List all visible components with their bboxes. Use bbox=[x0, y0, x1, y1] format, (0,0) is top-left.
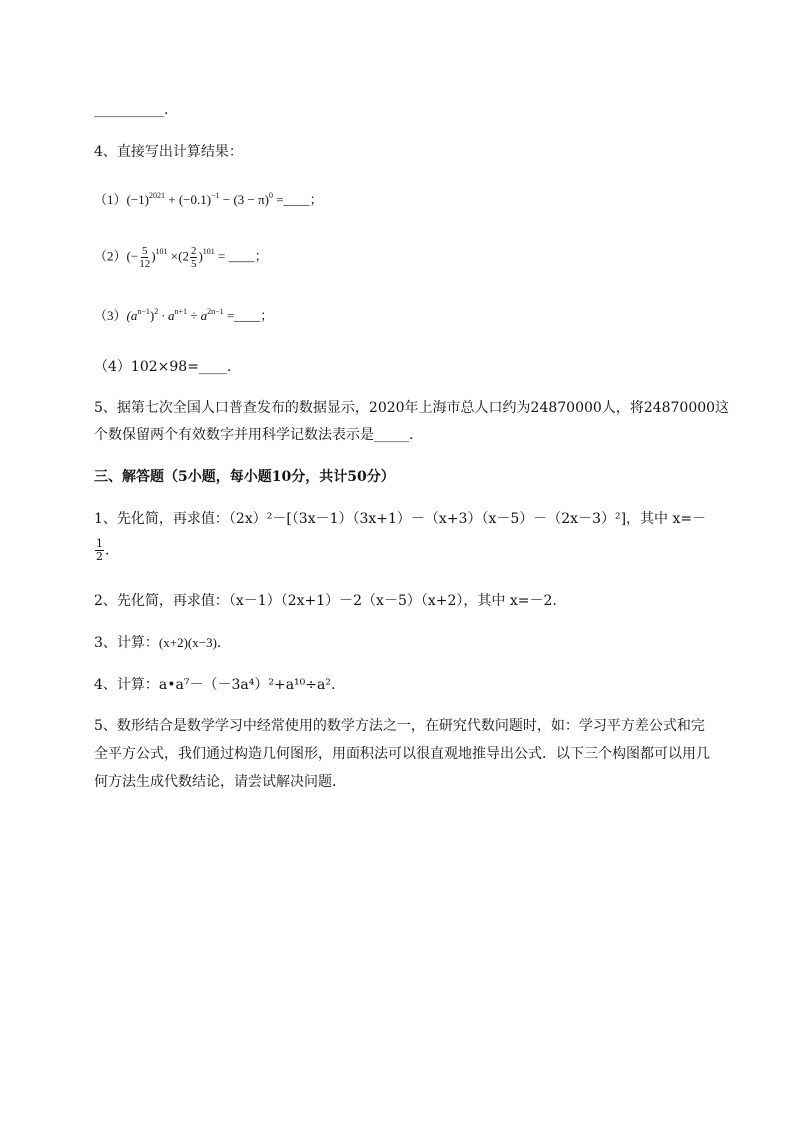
answer-blank: = ____； bbox=[214, 248, 268, 264]
fraction-numerator: 1 bbox=[96, 537, 103, 550]
fraction-denominator: 12 bbox=[139, 258, 151, 270]
question-4-part-3 bbox=[94, 306, 273, 328]
question-4-part-1 bbox=[94, 190, 323, 212]
punctuation: . bbox=[216, 635, 222, 651]
fraction-denominator: 2 bbox=[96, 550, 103, 563]
exponent: 101 bbox=[155, 247, 168, 257]
math-term: ÷ a bbox=[186, 308, 208, 323]
fraction-numerator: 5 bbox=[141, 245, 148, 257]
solve-question-5-line-2: 全平方公式，我们通过构造几何图形，用面积法可以很直观地推导出公式．以下三个构图都可以用几 bbox=[94, 746, 710, 762]
math-term: + (−0.1) bbox=[165, 192, 212, 207]
exponent: n+1 bbox=[174, 307, 187, 316]
solve-question-5-line-3: 何方法生成代数结论，请尝试解决问题． bbox=[94, 774, 346, 790]
solve-question-2: 2、先化简，再求值：（x－1）（2x+1）－2（x－5）（x+2），其中 x=－2. bbox=[94, 593, 557, 609]
math-term: ) bbox=[149, 308, 155, 323]
math-term: ) bbox=[151, 248, 156, 264]
part-label: （4） bbox=[94, 359, 131, 375]
question-5-line-1: 5、据第七次全国人口普查发布的数据显示，2020年上海市总人口约为24870000人，将24870000这 bbox=[94, 400, 730, 416]
question-4-part-4 bbox=[94, 357, 231, 377]
math-term: · a bbox=[158, 308, 175, 323]
punctuation: . bbox=[105, 542, 110, 559]
question-prefix: 4、计算： bbox=[94, 677, 159, 693]
part-label: （1） bbox=[94, 192, 127, 207]
math-term: ) bbox=[198, 248, 203, 264]
solve-question-4 bbox=[94, 675, 335, 695]
question-5-line-2: 个数保留两个有效数字并用科学记数法表示是_____. bbox=[94, 427, 414, 443]
solve-question-1-line-1: 1、先化简，再求值：（2x）²－[（3x－1）（3x+1）－（x+3）（x－5）－（2x－3）²]，其中 x=－ bbox=[94, 511, 707, 527]
math-expression: a•a⁷－（－3a⁴）²+a¹⁰÷a². bbox=[158, 677, 336, 693]
math-term: (a bbox=[126, 308, 138, 323]
part-label: （3） bbox=[94, 308, 127, 323]
question-4-title: 4、直接写出计算结果： bbox=[94, 144, 243, 160]
fraction bbox=[139, 245, 150, 270]
math-term: (− bbox=[126, 248, 139, 264]
exponent: 2021 bbox=[149, 191, 166, 200]
exponent: 101 bbox=[202, 247, 215, 257]
exponent: 0 bbox=[269, 191, 273, 200]
question-prefix: 3、计算： bbox=[94, 635, 159, 651]
math-expression: (x+2)(x−3) bbox=[158, 635, 217, 650]
fraction bbox=[95, 538, 104, 563]
exponent: n−1 bbox=[137, 307, 150, 316]
exponent: 2n−1 bbox=[207, 307, 224, 316]
exponent: −1 bbox=[211, 191, 220, 200]
math-term: ×(2 bbox=[167, 248, 189, 264]
exponent: 2 bbox=[154, 307, 159, 316]
math-term: − (3 − π) bbox=[219, 192, 269, 207]
fraction-numerator: 2 bbox=[190, 245, 197, 257]
section-3-heading: 三、解答题（5小题，每小题10分，共计50分） bbox=[94, 469, 395, 485]
solve-question-3 bbox=[94, 633, 221, 653]
solve-question-5-line-1: 5、数形结合是数学学习中经常使用的数学方法之一，在研究代数问题时，如：学习平方差公式和完 bbox=[94, 718, 705, 734]
math-term: (−1) bbox=[126, 192, 150, 207]
answer-blank-line: __________. bbox=[94, 102, 169, 118]
fraction bbox=[190, 245, 198, 270]
part-label: （2） bbox=[94, 248, 127, 264]
fraction-denominator: 5 bbox=[190, 258, 197, 270]
answer-blank: =____； bbox=[223, 308, 274, 323]
solve-question-1-line-2 bbox=[94, 538, 109, 563]
math-expression: 102×98=____. bbox=[130, 359, 232, 375]
answer-blank: =____； bbox=[273, 192, 323, 207]
question-4-part-2 bbox=[94, 245, 268, 270]
